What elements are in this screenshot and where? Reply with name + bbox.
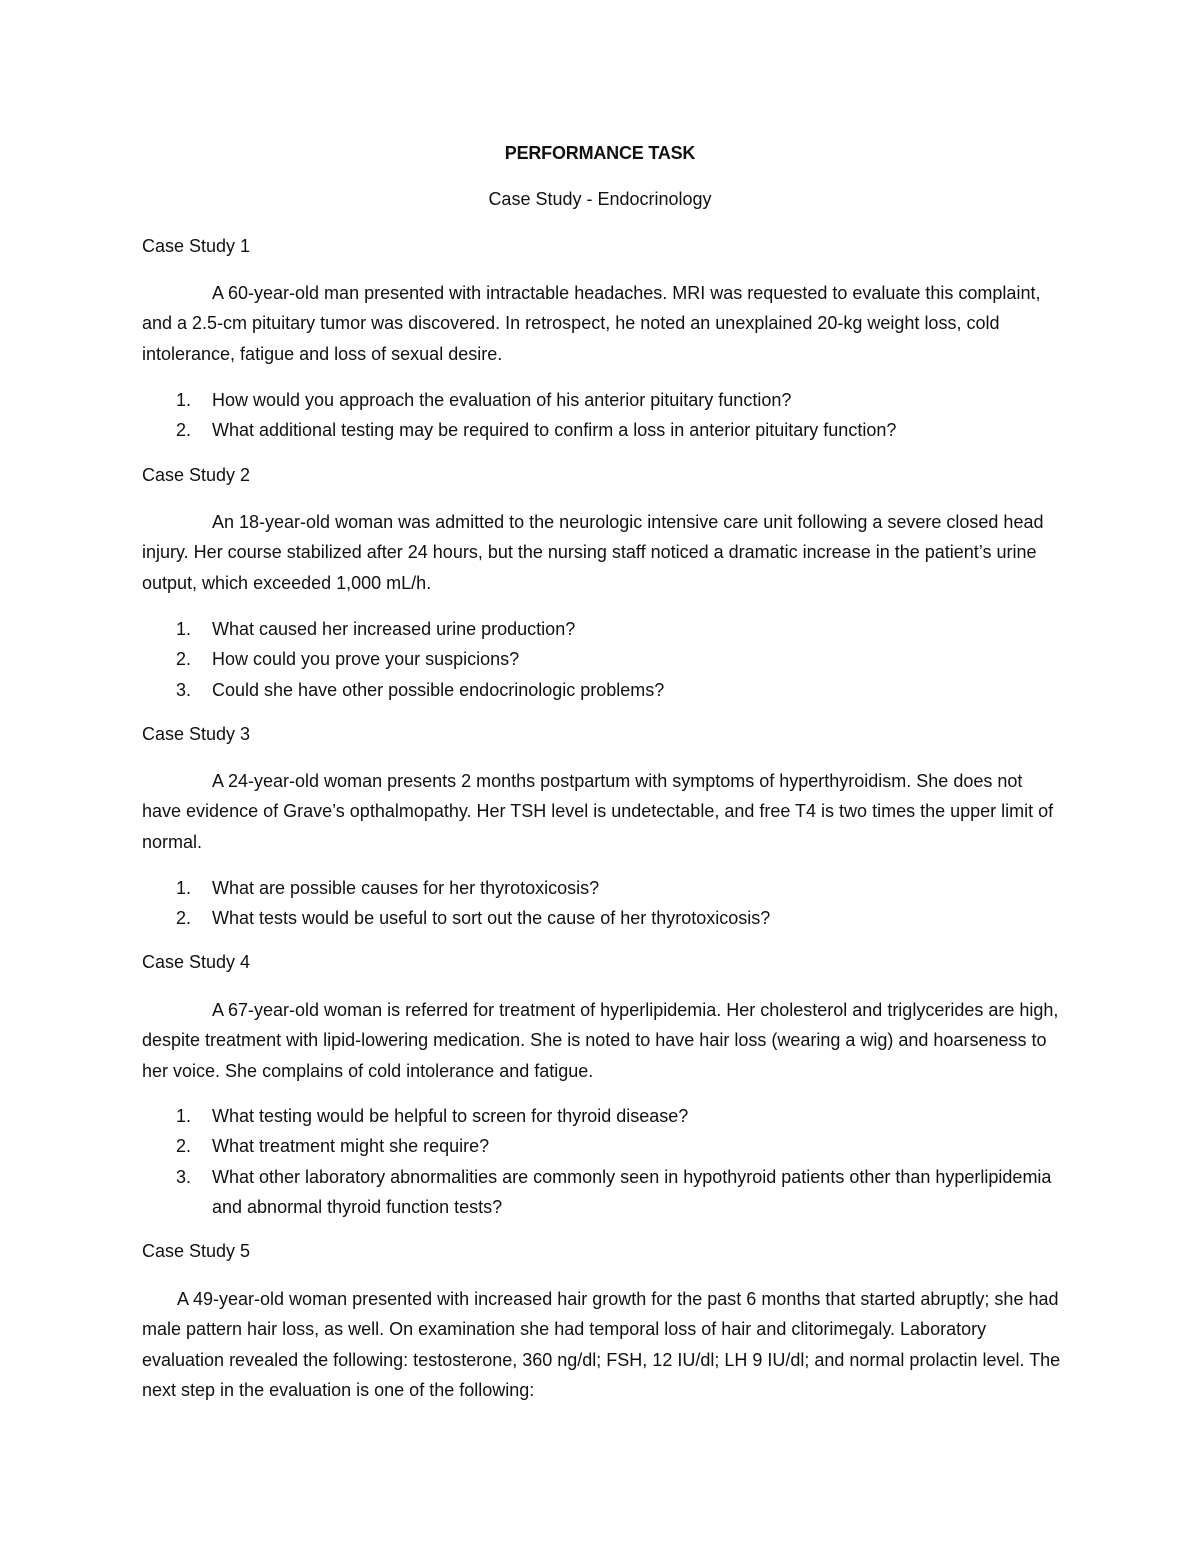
case-study-2-heading: Case Study 2 xyxy=(142,465,251,485)
question-item xyxy=(142,415,1062,445)
question-item xyxy=(142,675,1062,705)
question-item xyxy=(142,873,1062,903)
question-number: 3. xyxy=(176,1166,192,1187)
question-text: What caused her increased urine production? xyxy=(212,619,576,639)
question-text: Could she have other possible endocrinologic problems? xyxy=(212,679,665,700)
question-number: 1. xyxy=(176,390,192,410)
question-text: What tests would be useful to sort out the cause of her thyrotoxicosis? xyxy=(212,908,771,929)
case-study-5-text: A 49-year-old woman presented with increased hair growth for the past 6 months that started abruptly; she had male pattern hair loss, as well. On examination she had temporal loss of hair and clitorimegaly. Laboratory evaluation revealed the following: testosterone, 360 ng/dl; FSH, 12 IU/dl; LH 9 IU/dl; and normal prolactin level. The next step in the evaluation is one of the following: xyxy=(142,1289,1061,1400)
case-study-1-questions xyxy=(142,385,1062,446)
case-study-3-text: A 24-year-old woman presents 2 months postpartum with symptoms of hyperthyroidism. She does not have evidence of Grave’s opthalmopathy. Her TSH level is undetectable, and free T4 is two times the upper limit of normal. xyxy=(142,771,1054,852)
question-item xyxy=(142,1162,1062,1223)
case-study-1-text: A 60-year-old man presented with intractable headaches. MRI was requested to evaluate this complaint, and a 2.5-cm pituitary tumor was discovered. In retrospect, he noted an unexplained 20-kg weight loss, cold intolerance, fatigue and loss of sexual desire. xyxy=(142,283,1041,364)
question-item xyxy=(142,385,1062,415)
question-number: 2. xyxy=(176,649,192,670)
case-study-2-text: An 18-year-old woman was admitted to the neurologic intensive care unit following a severe closed head injury. Her course stabilized after 24 hours, but the nursing staff noticed a dramatic increase in the patient’s urine output, which exceeded 1,000 mL/h. xyxy=(142,512,1044,593)
question-text: How could you prove your suspicions? xyxy=(212,649,520,670)
page-subtitle: Case Study - Endocrinology xyxy=(488,189,712,209)
case-study-4-text: A 67-year-old woman is referred for treatment of hyperlipidemia. Her cholesterol and triglycerides are high, despite treatment with lipid-lowering medication. She is noted to have hair loss (wearing a wig) and hoarseness to her voice. She complains of cold intolerance and fatigue. xyxy=(142,1000,1059,1081)
question-text: How would you approach the evaluation of his anterior pituitary function? xyxy=(212,390,792,410)
question-text: What other laboratory abnormalities are commonly seen in hypothyroid patients other than hyperlipidemia and abnormal thyroid function tests? xyxy=(212,1166,1052,1217)
question-number: 1. xyxy=(176,878,192,898)
question-number: 3. xyxy=(176,679,192,700)
question-item xyxy=(142,1131,1062,1161)
question-text: What additional testing may be required to confirm a loss in anterior pituitary function? xyxy=(212,420,897,441)
page-title: PERFORMANCE TASK xyxy=(504,143,696,163)
question-number: 2. xyxy=(176,908,192,929)
question-item xyxy=(142,614,1062,644)
question-number: 2. xyxy=(176,1136,192,1157)
case-study-5-heading: Case Study 5 xyxy=(142,1241,251,1261)
question-text: What treatment might she require? xyxy=(212,1136,490,1157)
question-number: 1. xyxy=(176,619,192,639)
question-text: What testing would be helpful to screen for thyroid disease? xyxy=(212,1106,689,1126)
case-study-3-questions xyxy=(142,873,1062,934)
question-item xyxy=(142,644,1062,674)
case-study-3-heading: Case Study 3 xyxy=(142,724,251,744)
case-study-4-heading: Case Study 4 xyxy=(142,952,251,972)
question-number: 2. xyxy=(176,420,192,441)
question-item xyxy=(142,1101,1062,1131)
case-study-1-heading: Case Study 1 xyxy=(142,236,251,256)
question-text: What are possible causes for her thyrotoxicosis? xyxy=(212,878,600,898)
question-number: 1. xyxy=(176,1106,192,1126)
case-study-4-questions xyxy=(142,1101,1062,1222)
question-item xyxy=(142,903,1062,933)
case-study-2-questions xyxy=(142,614,1062,705)
